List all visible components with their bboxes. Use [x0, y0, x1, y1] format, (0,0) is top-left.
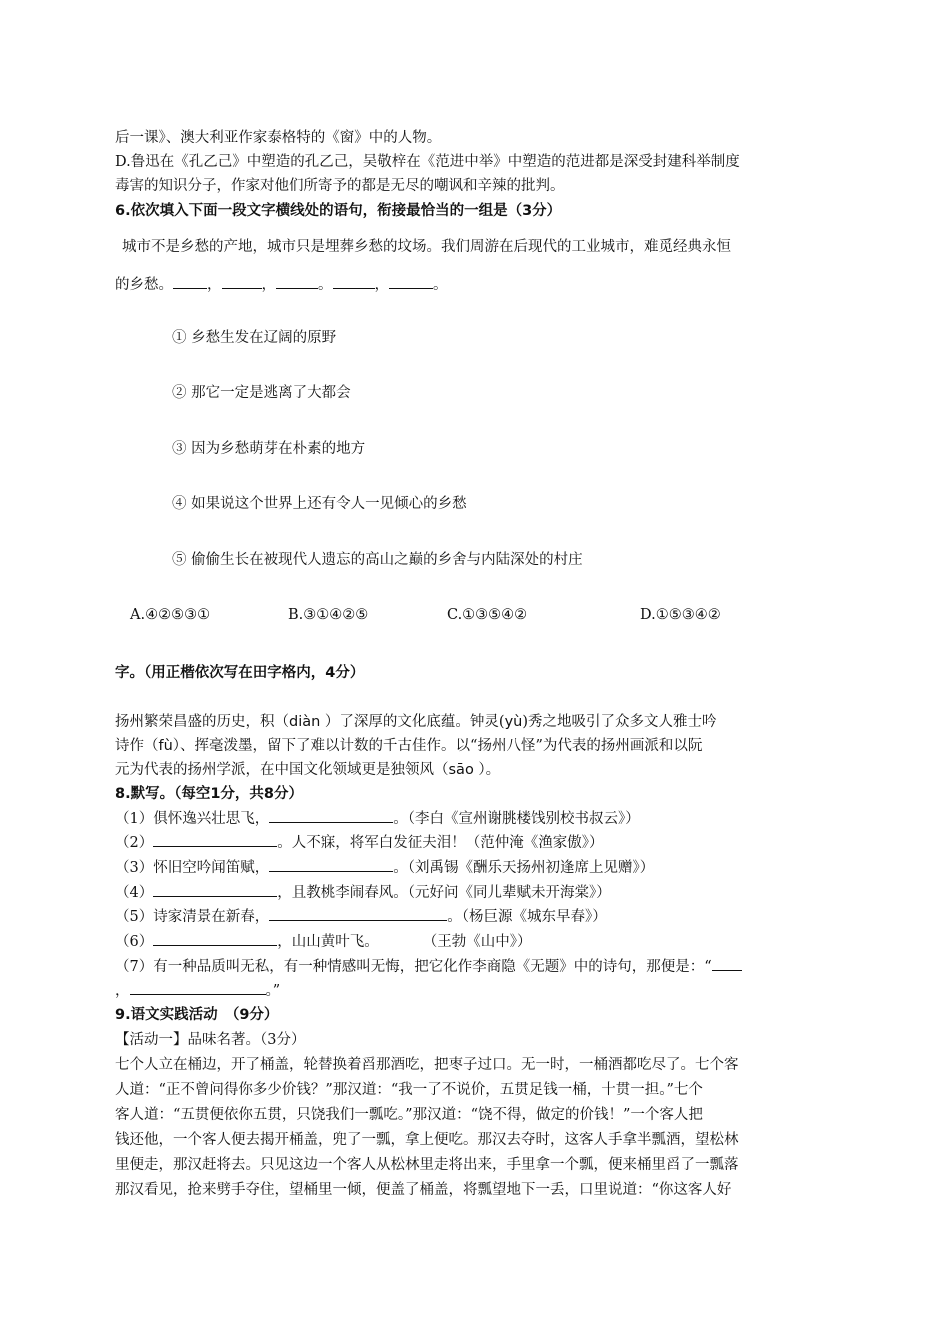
dictation-blank-4[interactable] [153, 882, 277, 897]
dictation-row-3: （3）怀旧空吟闻笛赋， 。（刘禹锡《酬乐天扬州初逢席上见赠》） [115, 857, 654, 878]
pinyin-sao: sāo [448, 762, 474, 778]
excerpt-line-1: 七个人立在桶边，开了桶盖，轮替换着舀那酒吃，把枣子过口。无一时，一桶酒都吃尽了。七个客 [115, 1057, 739, 1073]
dictation-blank-8[interactable] [130, 980, 266, 995]
dictation-row-2: （2） 。人不寐，将军白发征夫泪！（范仲淹《渔家傲》） [115, 832, 603, 853]
dictation-row-4: （4） ，且教桃李闹春风。（元好问《同儿辈赋未开海棠》） [115, 882, 611, 903]
excerpt-line-3: 客人道：“五贯便依你五贯，只饶我们一瓢吃。”那汉道：“饶不得，做定的价钱！”一个客人把 [115, 1107, 703, 1123]
question-7-instruction: 字。（用正楷依次写在田字格内，4分） [115, 665, 365, 681]
choice-d[interactable]: D.①⑤③④② [640, 607, 721, 623]
blank-3[interactable] [276, 274, 318, 289]
choice-c[interactable]: C.①③⑤④② [447, 607, 528, 623]
dictation-row-7: （7）有一种品质叫无私，有一种情感叫无悔，把它化作李商隐《无题》中的诗句，那便是：“ [115, 956, 742, 977]
dictation-row-6: （6） ，山山黄叶飞。 （王勃《山中》） [115, 931, 531, 952]
question-6-passage-line2: 的乡愁。 ， ， 。 ， 。 [115, 274, 448, 295]
question-8-title: 8.默写。（每空1分，共8分） [115, 786, 304, 802]
sentence-option-5: ⑤ 偷偷生长在被现代人遗忘的高山之巅的乡舍与内陆深处的村庄 [172, 552, 583, 568]
choice-a[interactable]: A.④②⑤③① [130, 607, 211, 623]
prev-option-line1: 后一课》、澳大利亚作家泰格特的《窗》中的人物。 [115, 130, 442, 146]
dictation-blank-1[interactable] [269, 808, 393, 823]
dictation-row-7-cont: ， 。” [115, 980, 280, 1001]
dictation-row-1: （1）俱怀逸兴壮思飞， 。（李白《宣州谢朓楼饯别校书叔云》） [115, 808, 640, 829]
blank-1[interactable] [173, 274, 207, 289]
passage-lead: 的乡愁。 [115, 277, 173, 293]
dictation-blank-7[interactable] [712, 956, 742, 971]
sentence-option-3: ③ 因为乡愁萌芽在朴素的地方 [172, 441, 366, 457]
excerpt-line-5: 里便走，那汉赶将去。只见这边一个客人从松林里走将出来，手里拿一个瓢，便来桶里舀了一瓢落 [115, 1157, 739, 1173]
question-7-passage-line3: 元为代表的扬州学派，在中国文化领域更是独领风（sāo ）。 [115, 762, 501, 778]
dictation-blank-5[interactable] [269, 906, 447, 921]
question-7-passage-line2: 诗作（fù）、挥毫泼墨，留下了难以计数的千古佳作。以“扬州八怪”为代表的扬州画派和以阮 [115, 738, 703, 754]
dictation-blank-6[interactable] [153, 931, 277, 946]
activity-1-heading: 【活动一】品味名著。（3分） [115, 1032, 306, 1048]
pinyin-fu: fù [158, 738, 173, 754]
question-6-passage-line1: 城市不是乡愁的产地，城市只是埋葬乡愁的坟场。我们周游在后现代的工业城市，难觅经典永恒 [122, 239, 731, 255]
blank-2[interactable] [222, 274, 262, 289]
sentence-option-2: ② 那它一定是逃离了大都会 [172, 385, 351, 401]
dictation-blank-2[interactable] [153, 832, 277, 847]
excerpt-line-4: 钱还他，一个客人便去揭开桶盖，兜了一瓢，拿上便吃。那汉去夺时，这客人手拿半瓢酒，望松林 [115, 1132, 739, 1148]
dictation-blank-3[interactable] [269, 857, 393, 872]
sentence-option-4: ④ 如果说这个世界上还有令人一见倾心的乡愁 [172, 496, 467, 512]
pinyin-yu: yù [504, 714, 523, 730]
option-d-line1: D.鲁迅在《孔乙己》中塑造的孔乙己，吴敬梓在《范进中举》中塑造的范进都是深受封建科举制度 [115, 154, 740, 170]
blank-5[interactable] [389, 274, 433, 289]
sentence-option-1: ① 乡愁生发在辽阔的原野 [172, 330, 337, 346]
excerpt-line-6: 那汉看见，抢来劈手夺住，望桶里一倾，便盖了桶盖，将瓢望地下一丢，口里说道：“你这客人好 [115, 1182, 732, 1198]
pinyin-dian: diàn [289, 714, 321, 730]
question-7-passage-line1: 扬州繁荣昌盛的历史，积（diàn ）了深厚的文化底蕴。钟灵(yù)秀之地吸引了众多文人雅士吟 [115, 714, 717, 730]
option-d-line2: 毒害的知识分子，作家对他们所寄予的都是无尽的嘲讽和辛辣的批判。 [115, 178, 565, 194]
dictation-row-5: （5）诗家清景在新春， 。（杨巨源《城东早春》） [115, 906, 607, 927]
blank-4[interactable] [333, 274, 375, 289]
excerpt-line-2: 人道：“正不曾问得你多少价钱？”那汉道：“我一了不说价，五贯足钱一桶，十贯一担。”七个 [115, 1082, 703, 1098]
question-6-title: 6.依次填入下面一段文字横线处的语句，衔接最恰当的一组是（3分） [115, 203, 562, 219]
question-9-title: 9.语文实践活动 （9分） [115, 1007, 279, 1023]
choice-b[interactable]: B.③①④②⑤ [288, 607, 369, 623]
